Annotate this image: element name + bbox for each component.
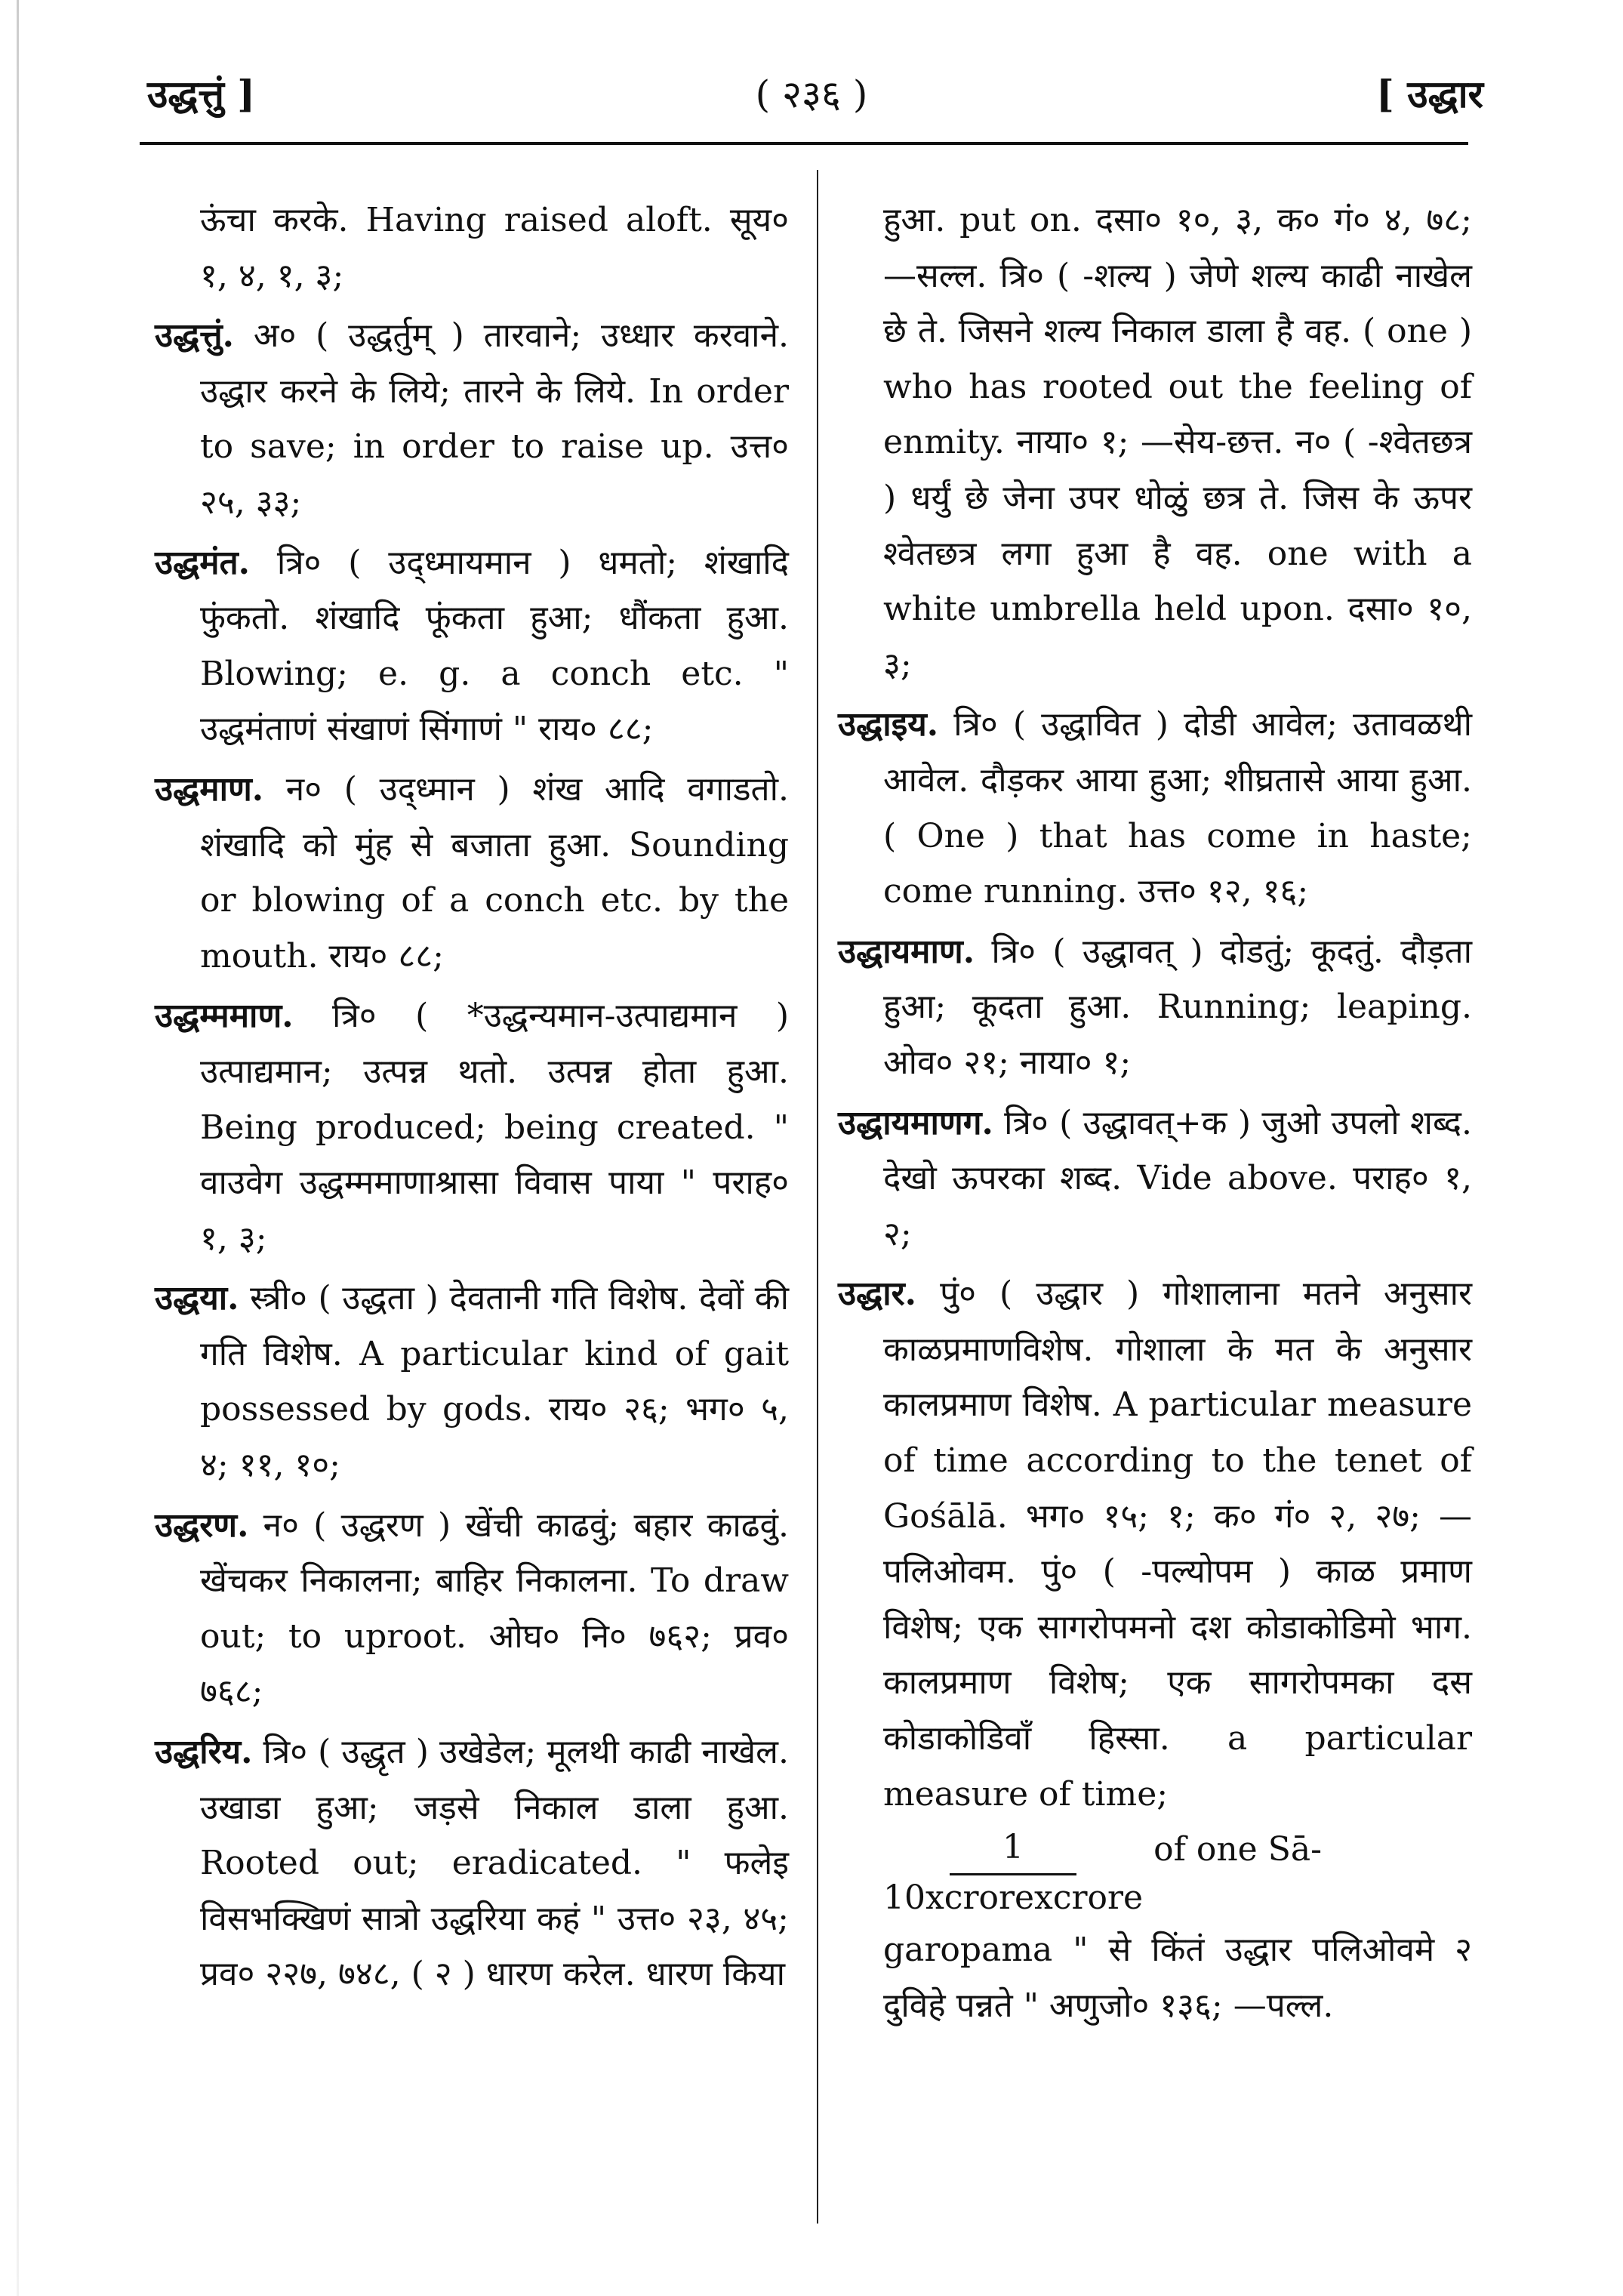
dictionary-entry [155, 308, 789, 530]
entry-text: न० ( उद्धरण ) खेंची काढवुं; बहार काढवुं. खेंचकर निकालना; बाहिर निकालना. To draw out; to uproot. ओघ० नि० ७६२; प्रव० ७६८; [200, 1505, 789, 1712]
running-head-left: उद्धत्तुं ] [147, 72, 255, 116]
fraction-numerator: 1 [950, 1826, 1076, 1875]
entry-text: त्रि० ( उद्धावत्+क ) जुओ उपलो शब्द. देखो ऊपरका शब्द. Vide above. पराह० १, २; [883, 1103, 1472, 1253]
entry-text: हुआ. put on. दसा० १०, ३, क० गं० ४, ७८; —सल्ल. त्रि० ( -शल्य ) जेणे शल्य काढी नाखेल छे ते. जिसने शल्य निकाल डाला है वह. ( one ) who has rooted out the feeling of enmity. नाया० १; —सेय-छत्त. न० ( -श्वेतछत्र ) धर्युं छे जेना उपर धोळुं छत्र ते. जिस के ऊपर श्वेतछत्र लगा हुआ है वह. one with a white umbrella held upon. दसा० १०, ३; [883, 201, 1472, 684]
scan-edge [17, 0, 19, 2296]
dictionary-entry [838, 1096, 1472, 1262]
entry-headword: उद्धम्ममाण. [155, 997, 294, 1036]
left-column [155, 193, 789, 2007]
entry-headword: उद्धमाण. [155, 769, 264, 809]
entry-text: पुं० ( उद्धार ) गोशालाना मतने अनुसार काळप्रमाणविशेष. गोशाला के मत के अनुसार कालप्रमाण विशेष. A particular measure of time according to the tenet of Gośālā. भग० १५; १; क० गं० २, २७; —पलिओवम. पुं० ( -पल्योपम ) काळ प्रमाण विशेष; एक सागरोपमनो दश कोडाकोडिमो भाग. कालप्रमाण विशेष; एक सागरोपमका दस कोडाकोडिवाँ हिस्सा. a particular measure of time; [883, 1274, 1472, 1814]
entry-text: त्रि० ( उद्धावत् ) दोडतुं; कूदतुं. दौड़ता हुआ; कूदता हुआ. Running; leaping. ओव० २१; नाया० १; [883, 932, 1472, 1082]
dictionary-entry [155, 193, 789, 304]
page-number: ( २३६ ) [755, 72, 868, 116]
dictionary-entry [838, 697, 1472, 919]
column-divider [817, 170, 818, 2224]
entry-headword: उद्धायमाणग. [838, 1103, 993, 1142]
dictionary-entry [838, 1266, 1472, 1822]
entry-text: ऊंचा करके. Having raised aloft. सूय० १, ४, १, ३; [200, 201, 789, 295]
entry-headword: उद्धायमाण. [838, 932, 975, 971]
header-rule [140, 142, 1468, 145]
entry-headword: उद्धरिय. [155, 1733, 253, 1772]
entry-headword: उद्धार. [838, 1274, 916, 1314]
right-column [838, 193, 1472, 2038]
dictionary-entry [155, 1498, 789, 1720]
entry-text: न० ( उद्ध्मान ) शंख आदि वगाडतो. शंखादि को मुंह से बजाता हुआ. Sounding or blowing of a conch etc. by the mouth. राय० ८८; [200, 769, 789, 975]
entry-text: त्रि० ( उद्ध्मायमान ) धमतो; शंखादि फुंकतो. शंखादि फूंकता हुआ; धौंकता हुआ. Blowing; e. g. a conch etc. " उद्धमंताणं संखाणं सिंगाणं " राय० ८८; [200, 543, 789, 749]
dictionary-entry [838, 924, 1472, 1091]
entry-text: त्रि० ( *उद्धन्यमान-उत्पाद्यमान ) उत्पाद्यमान; उत्पन्न थतो. उत्पन्न होता हुआ. Being produced; being created. " वाउवेग उद्धम्ममाणाश्रासा विवास पाया " पराह० १, ३; [200, 997, 789, 1258]
entry-headword: उद्धाइय. [838, 705, 939, 744]
entry-text: अ० ( उद्धर्तुम् ) तारवाने; उध्धार करवाने. उद्धार करने के लिये; तारने के लिये. In order to save; in order to raise up. उत्त० २५, ३३; [200, 316, 789, 522]
entry-headword: उद्धत्तुं. [155, 316, 234, 356]
page-header [140, 53, 1483, 136]
dictionary-entry [155, 1271, 789, 1493]
running-head-right: [ उद्धार [1376, 72, 1483, 116]
dictionary-entry [838, 193, 1472, 692]
dictionary-entry [155, 1724, 789, 2002]
dictionary-entry [155, 762, 789, 984]
entry-headword: उद्धमंत. [155, 543, 250, 582]
entry-text: त्रि० ( उद्धृत ) उखेडेल; मूलथी काढी नाखेल. उखाडा हुआ; जड़से निकाल डाला हुआ. Rooted out; eradicated. " फलेइ विसभक्खिणं सात्रो उद्धरिया कहं " उत्त० २३, ४५; प्रव० २२७, ७४८, ( २ ) धारण करेल. धारण किया [200, 1733, 789, 1994]
dictionary-entry [155, 535, 789, 757]
entry-text: स्त्री० ( उद्धता ) देवतानी गति विशेष. देवों की गति विशेष. A particular kind of gait possessed by gods. राय० २६; भग० ५, ४; ११, १०; [200, 1279, 789, 1485]
entry-headword: उद्धया. [155, 1279, 239, 1318]
entry-headword: उद्धरण. [155, 1505, 249, 1545]
fraction [883, 1826, 1143, 1921]
fraction-expression [883, 1826, 1472, 1921]
entry-text: garopama " से किंतं उद्धार पलिओवमे २ दुविहे पन्नते " अणुजो० १३६; —पल्ल. [883, 1931, 1472, 2025]
fraction-denominator: 10xcrorexcrore [883, 1878, 1144, 1918]
fraction-tail: of one Sā- [1153, 1830, 1322, 1869]
entry-text: त्रि० ( उद्धावित ) दोडी आवेल; उतावळथी आवेल. दौड़कर आया हुआ; शीघ्रतासे आया हुआ. ( One ) that has come in haste; come running. उत्त० १२, १६; [883, 705, 1472, 911]
dictionary-entry [838, 1922, 1472, 2033]
dictionary-entry [155, 988, 789, 1266]
